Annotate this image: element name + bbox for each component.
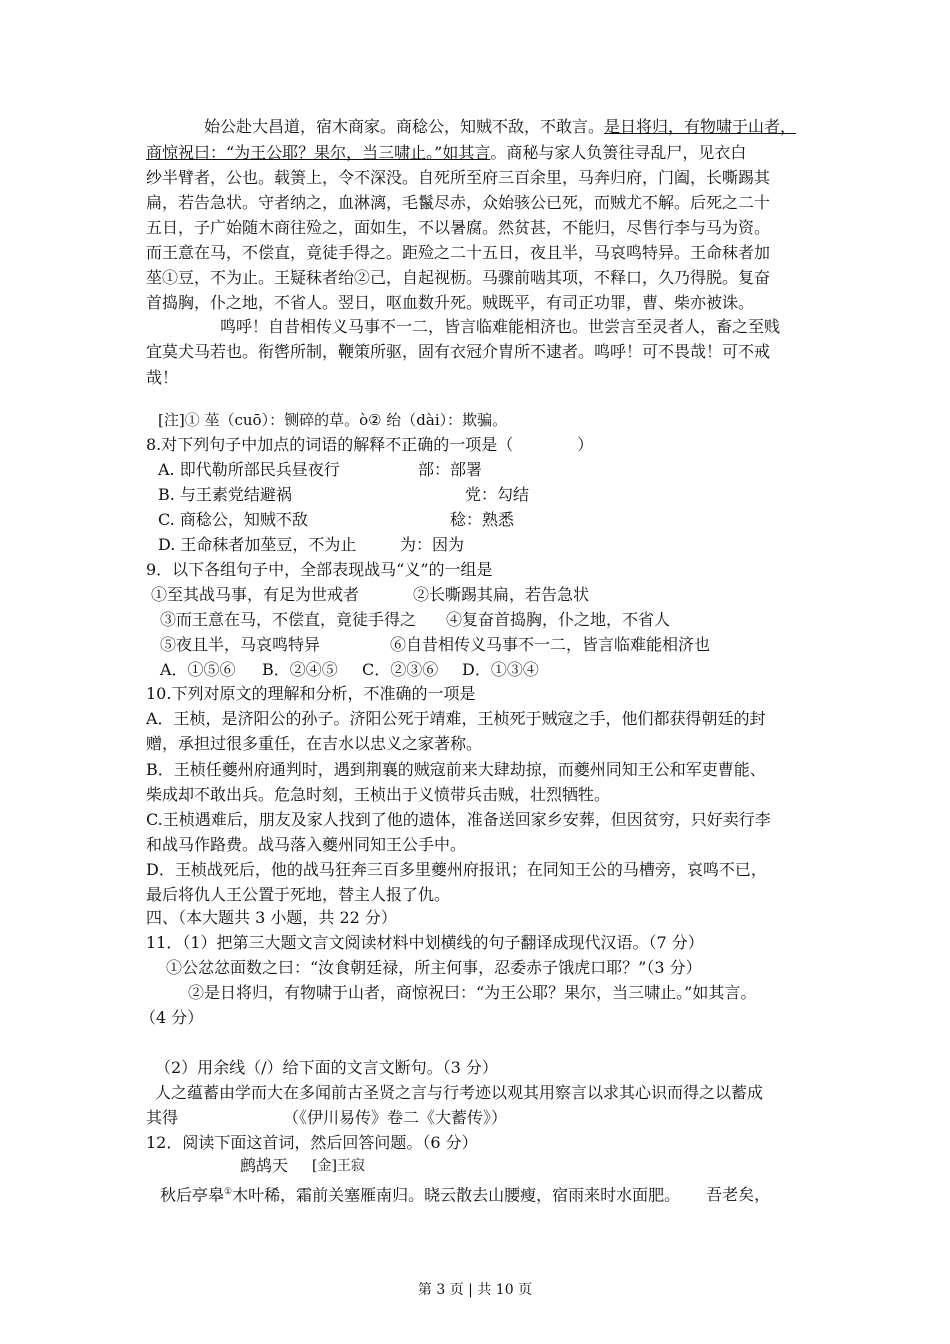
q10-line: 和战马作路费。战马落入夔州同知王公手中。 [146, 835, 467, 854]
passage-line: 哉！ [146, 368, 179, 387]
q8-gloss-d: 为：因为 [400, 535, 465, 554]
q9-choice-d: D．①③④ [462, 660, 539, 679]
q10-line: A．王桢，是济阳公的孙子。济阳公死于靖难，王桢死于贼寇之手，他们都获得朝廷的封 [146, 709, 766, 728]
question-8-stem: 8.对下列句子中加点的词语的解释不正确的一项是（ ） [146, 435, 594, 454]
q9-choice-b: B．②④⑤ [262, 660, 338, 679]
q8-gloss-b: 党：勾结 [465, 485, 530, 504]
q9-item: ②长嘶踢其扁，若告急状 [413, 585, 590, 604]
poem-title: 鹧鸪天 [240, 1156, 289, 1175]
q11-text: 人之蕴蓄由学而大在多闻前古圣贤之言与行考迹以观其用察言以求其心识而得之以蓄成 [155, 1083, 764, 1102]
page-footer: 第 3 页 | 共 10 页 [417, 1282, 533, 1298]
question-12-stem: 12．阅读下面这首词，然后回答问题。（6 分） [146, 1133, 478, 1152]
passage-line: 五日，子广始随木商往殓之，面如生，不以暑腐。然贫甚，不能归，尽售行李与马为资。 [146, 218, 771, 237]
passage-line: 莝①豆，不为止。王疑秣者绐②己，自起视枥。马骤前啮其项，不释口，久乃得脱。复奋 [146, 268, 771, 287]
q8-option-d: D. 王命秣者加莝豆，不为止 [158, 535, 357, 554]
passage-line: 宜莫犬马若也。衔辔所制，鞭策所驱，固有衣冠介胄所不逮者。鸣呼！可不畏哉！可不戒 [146, 342, 771, 361]
q8-option-a: A. 即代勒所部民兵昼夜行 [158, 460, 340, 479]
q9-item: ⑥自昔相传义马事不一二，皆言临难能相济也 [390, 635, 711, 654]
passage-line: 而王意在马，不偿直，竟徒手得之。距殓之二十五日，夜且半，马哀鸣特异。王命秣者加 [146, 243, 771, 262]
annotation-note: [注]① 莝（cuō）：铡碎的草。ò② 绐（dài）：欺骗。 [158, 411, 508, 429]
q8-option-c: C. 商稔公，知贼不敌 [158, 510, 308, 529]
underlined-sentence: 是日将归，有物啸于山者， [604, 117, 797, 136]
passage-line: 始公赴大昌道，宿木商家。商稔公，知贼不敌，不敢言。是日将归，有物啸于山者， [204, 117, 797, 136]
passage-line: 鸣呼！自昔相传义马事不一二，皆言临难能相济也。世尝言至灵者人，畜之至贱 [220, 317, 781, 336]
q10-line: 最后将仇人王公置于死地，替主人报了仇。 [146, 885, 451, 904]
q10-line: B．王桢任夔州府通判时，遇到荆襄的贼寇前来大肆劫掠，而夔州同知王公和军吏曹能、 [146, 760, 766, 779]
question-9-stem: 9．以下各组句子中，全部表现战马“义”的一组是 [146, 560, 493, 579]
q9-item: ③而王意在马，不偿直，竟徒手得之 [160, 610, 417, 629]
passage-line: 扁，若告急状。守者纳之，血淋漓，毛鬣尽赤，众始骇公已死，而贼尤不解。后死之二十 [146, 193, 771, 212]
question-10-stem: 10.下列对原文的理解和分析，不准确的一项是 [146, 684, 476, 703]
section-heading: 四、（本大题共 3 小题，共 22 分） [146, 908, 397, 927]
q9-choice-a: A．①⑤⑥ [160, 660, 236, 679]
poem-author: [金]王寂 [312, 1158, 365, 1174]
passage-line: 纱半臂者，公也。载箦上，令不深没。自死所至府三百余里，马奔归府，门阖，长嘶踢其 [146, 168, 771, 187]
q10-line: 赠，承担过很多重任，在吉水以忠义之家著称。 [146, 734, 483, 753]
q11-sentence-2: ②是日将归，有物啸于山者，商惊祝曰：“为王公耶？果尔，当三啸止。”如其言。 [188, 983, 757, 1002]
poem-line: 秋后亭皋①木叶稀，霜前关塞雁南归。晓云散去山腰瘦，宿雨来时水面肥。 吾老矣， [160, 1185, 771, 1205]
q8-option-b: B. 与王素党结避祸 [158, 485, 292, 504]
q10-line: 柴成却不敢出兵。危急时刻，王桢出于义愤带兵击贼，壮烈牺牲。 [146, 785, 611, 804]
q9-choice-c: C．②③⑥ [362, 660, 439, 679]
q11-part-2: （2）用余线（/）给下面的文言文断句。（3 分） [155, 1058, 498, 1077]
passage-line: 商惊祝曰：“为王公耶？果尔，当三啸止。”如其言。商秘与家人负箦往寻乱尸，见衣白 [146, 143, 747, 162]
q11-sentence-2-score: （4 分） [140, 1008, 204, 1027]
q9-item: ⑤夜且半，马哀鸣特异 [160, 635, 321, 654]
question-11-stem: 11．（1）把第三大题文言文阅读材料中划横线的句子翻译成现代汉语。（7 分） [146, 933, 704, 952]
q10-line: C.王桢遇难后，朋友及家人找到了他的遗体，准备送回家乡安葬，但因贫穷，只好卖行李 [146, 810, 771, 829]
q9-item: ④复奋首捣胸，仆之地，不省人 [446, 610, 671, 629]
q8-gloss-c: 稔：熟悉 [450, 510, 515, 529]
q10-line: D．王桢战死后，他的战马狂奔三百多里夔州府报讯；在同知王公的马槽旁，哀鸣不已， [146, 860, 767, 879]
q11-sentence-1: ①公忿忿面数之曰：“汝食朝廷禄，所主何事，忍委赤子饿虎口耶？”（3 分） [166, 958, 702, 977]
q11-source: （《伊川易传》卷二《大蓄传》） [283, 1108, 508, 1127]
q9-item: ①至其战马事，有足为世戒者 [151, 585, 360, 604]
passage-line: 首捣胸，仆之地，不省人。翌日，呕血数升死。贼既平，有司正功罪，曹、柴亦被诛。 [146, 293, 755, 312]
q8-gloss-a: 部：部署 [418, 460, 483, 479]
underlined-sentence: 商惊祝曰：“为王公耶？果尔，当三啸止。”如其言 [146, 143, 491, 162]
q11-text: 其得 [146, 1108, 179, 1127]
